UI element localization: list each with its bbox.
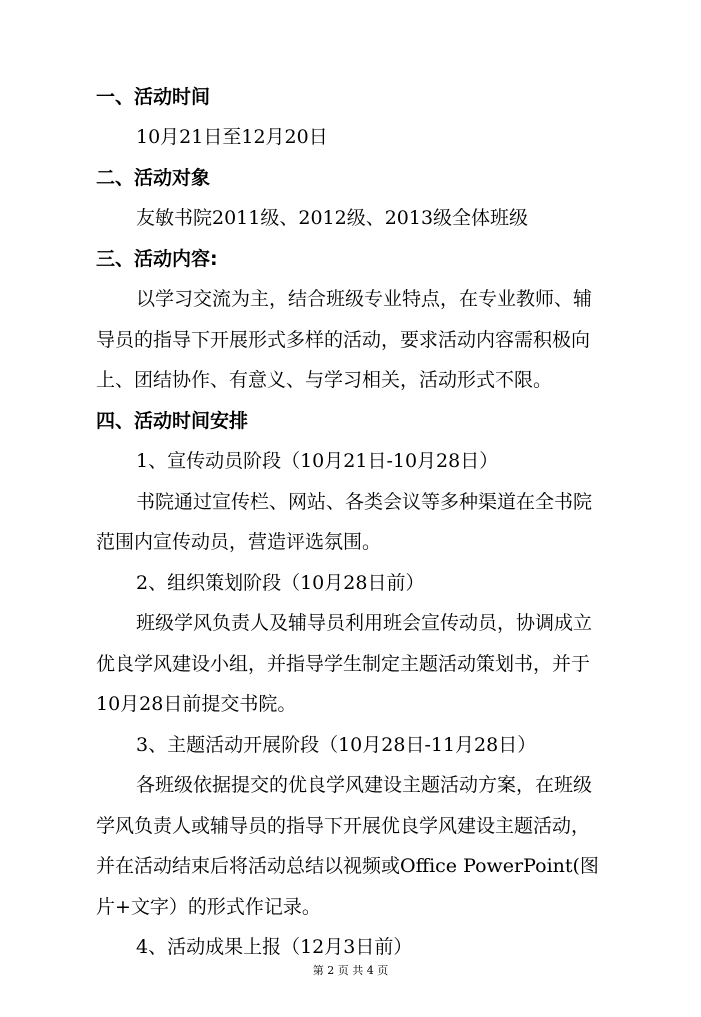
page-indicator: 第 2 页 共 4 页	[312, 964, 389, 977]
phase3-line-3: 并在活动结束后将活动总结以视频或Office PowerPoint(图	[96, 855, 599, 877]
target-text: 友敏书院2011级、2012级、2013级全体班级	[136, 207, 529, 229]
time-text: 10月21日至12月20日	[136, 126, 328, 148]
phase3-line-1: 各班级依据提交的优良学风建设主题活动方案，在班级	[136, 774, 593, 796]
content-line-1: 以学习交流为主，结合班级专业特点，在专业教师、辅	[136, 288, 593, 310]
phase2-line-2: 优良学风建设小组，并指导学生制定主题活动策划书，并于	[96, 653, 591, 675]
phase2-line-1: 班级学风负责人及辅导员利用班会宣传动员，协调成立	[136, 612, 593, 634]
section-heading-target: 二、活动对象	[96, 167, 211, 189]
phase1-line-2: 范围内宣传动员，营造评选氛围。	[96, 531, 382, 553]
section-heading-time: 一、活动时间	[96, 86, 211, 108]
section-heading-schedule: 四、活动时间安排	[96, 410, 249, 432]
section-heading-content: 三、活动内容:	[96, 248, 218, 270]
phase4-title: 4、活动成果上报（12月3日前）	[136, 936, 413, 958]
phase3-title: 3、主题活动开展阶段（10月28日-11月28日）	[136, 734, 537, 756]
phase3-line-4: 片+文字）的形式作记录。	[96, 896, 321, 918]
phase1-line-1: 书院通过宣传栏、网站、各类会议等多种渠道在全书院	[136, 491, 593, 513]
phase3-line-2: 学风负责人或辅导员的指导下开展优良学风建设主题活动，	[96, 815, 591, 837]
phase2-line-3: 10月28日前提交书院。	[96, 693, 297, 715]
phase1-title: 1、宣传动员阶段（10月21日-10月28日）	[136, 450, 499, 472]
phase2-title: 2、组织策划阶段（10月28日前）	[136, 572, 425, 594]
content-line-2: 导员的指导下开展形式多样的活动，要求活动内容需积极向	[96, 329, 591, 351]
content-line-3: 上、团结协作、有意义、与学习相关，活动形式不限。	[96, 369, 553, 391]
